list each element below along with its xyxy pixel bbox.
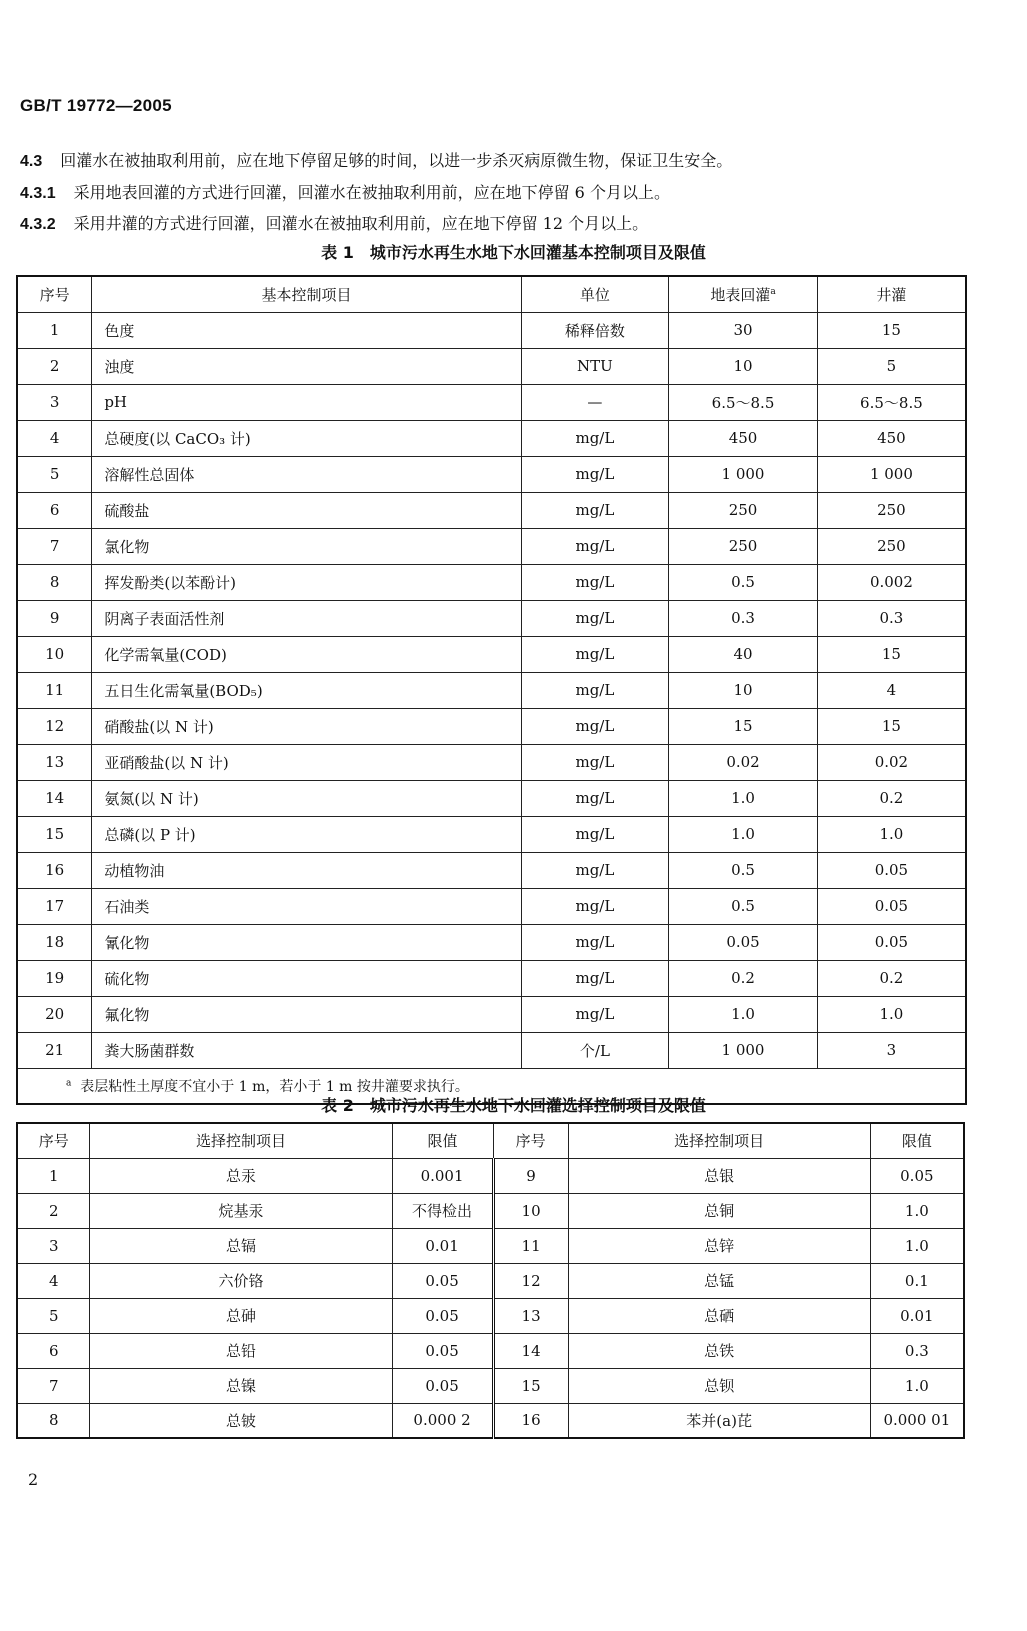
cell-well-limit: 5	[817, 348, 966, 384]
cell-well-limit: 0.2	[817, 960, 966, 996]
cell-no-right: 15	[493, 1368, 568, 1403]
cell-unit: mg/L	[521, 708, 669, 744]
table-row	[17, 600, 966, 636]
col-header-well-recharge: 井灌	[817, 276, 966, 312]
cell-no: 3	[17, 384, 92, 420]
cell-no-left: 4	[17, 1263, 90, 1298]
cell-surface-limit: 1.0	[669, 780, 818, 816]
cell-surface-limit: 0.5	[669, 888, 818, 924]
cell-surface-limit: 1.0	[669, 996, 818, 1032]
cell-item-left: 总汞	[90, 1158, 392, 1193]
cell-item: 氟化物	[92, 996, 521, 1032]
cell-item-left: 总镉	[90, 1228, 392, 1263]
cell-well-limit: 1.0	[817, 816, 966, 852]
cell-surface-limit: 0.02	[669, 744, 818, 780]
cell-no-left: 6	[17, 1333, 90, 1368]
cell-no: 6	[17, 492, 92, 528]
cell-unit: 稀释倍数	[521, 312, 669, 348]
cell-item-left: 总镍	[90, 1368, 392, 1403]
cell-item: 五日生化需氧量(BOD₅)	[92, 672, 521, 708]
cell-limit-left: 0.01	[392, 1228, 493, 1263]
cell-well-limit: 0.3	[817, 600, 966, 636]
cell-no-right: 11	[493, 1228, 568, 1263]
table-row	[17, 744, 966, 780]
cell-no-left: 5	[17, 1298, 90, 1333]
col-header-no: 序号	[17, 276, 92, 312]
cell-item: 浊度	[92, 348, 521, 384]
table-row	[17, 420, 966, 456]
cell-surface-limit: 10	[669, 348, 818, 384]
clause-text: 回灌水在被抽取利用前，应在地下停留足够的时间，以进一步杀灭病原微生物，保证卫生安全。	[60, 151, 733, 170]
table-row	[17, 708, 966, 744]
cell-unit: mg/L	[521, 996, 669, 1032]
cell-limit-right: 0.000 01	[870, 1403, 964, 1438]
cell-limit-right: 0.1	[870, 1263, 964, 1298]
table-row	[17, 672, 966, 708]
cell-well-limit: 1.0	[817, 996, 966, 1032]
cell-item: 硫化物	[92, 960, 521, 996]
cell-item-right: 苯并(a)芘	[568, 1403, 870, 1438]
cell-no: 14	[17, 780, 92, 816]
cell-item: 化学需氧量(COD)	[92, 636, 521, 672]
clause-number: 4.3.2	[20, 216, 56, 233]
cell-surface-limit: 1.0	[669, 816, 818, 852]
cell-no: 20	[17, 996, 92, 1032]
table-row	[17, 348, 966, 384]
cell-no: 2	[17, 348, 92, 384]
cell-well-limit: 15	[817, 636, 966, 672]
cell-limit-right: 1.0	[870, 1193, 964, 1228]
table2-body	[17, 1158, 964, 1438]
table-row	[17, 384, 966, 420]
cell-surface-limit: 250	[669, 528, 818, 564]
cell-no: 5	[17, 456, 92, 492]
table1-caption: 表 1 城市污水再生水地下水回灌基本控制项目及限值	[321, 243, 706, 262]
cell-surface-limit: 0.2	[669, 960, 818, 996]
cell-no: 4	[17, 420, 92, 456]
cell-limit-left: 0.05	[392, 1263, 493, 1298]
clause-text: 采用地表回灌的方式进行回灌，回灌水在被抽取利用前，应在地下停留 6 个月以上。	[73, 183, 670, 202]
cell-no-right: 14	[493, 1333, 568, 1368]
cell-item: 氰化物	[92, 924, 521, 960]
cell-no: 15	[17, 816, 92, 852]
cell-item-right: 总硒	[568, 1298, 870, 1333]
clause-number: 4.3.1	[20, 185, 56, 202]
cell-item-right: 总钡	[568, 1368, 870, 1403]
cell-item-left: 总砷	[90, 1298, 392, 1333]
cell-item-left: 六价铬	[90, 1263, 392, 1298]
cell-item: 氨氮(以 N 计)	[92, 780, 521, 816]
standard-code: GB/T 19772—2005	[20, 96, 172, 115]
col-header-unit: 单位	[521, 276, 669, 312]
table2-optional-control-items	[16, 1122, 965, 1439]
cell-limit-right: 1.0	[870, 1368, 964, 1403]
cell-limit-left: 0.001	[392, 1158, 493, 1193]
cell-limit-right: 0.05	[870, 1158, 964, 1193]
cell-well-limit: 15	[817, 312, 966, 348]
cell-well-limit: 3	[817, 1032, 966, 1068]
cell-no: 7	[17, 528, 92, 564]
cell-surface-limit: 0.5	[669, 852, 818, 888]
cell-limit-left: 0.05	[392, 1368, 493, 1403]
cell-item: 动植物油	[92, 852, 521, 888]
cell-unit: mg/L	[521, 456, 669, 492]
footnote-ref: a	[770, 286, 776, 297]
cell-surface-limit: 0.3	[669, 600, 818, 636]
col-header-item-left: 选择控制项目	[90, 1123, 392, 1158]
cell-no: 13	[17, 744, 92, 780]
col-header-limit-left: 限值	[392, 1123, 493, 1158]
table-row	[17, 996, 966, 1032]
cell-item: 溶解性总固体	[92, 456, 521, 492]
cell-well-limit: 0.05	[817, 888, 966, 924]
cell-item: 挥发酚类(以苯酚计)	[92, 564, 521, 600]
table1-body	[17, 312, 966, 1068]
table1-header-row	[17, 276, 966, 312]
cell-unit: mg/L	[521, 780, 669, 816]
cell-item: 总硬度(以 CaCO₃ 计)	[92, 420, 521, 456]
cell-item: 粪大肠菌群数	[92, 1032, 521, 1068]
cell-surface-limit: 15	[669, 708, 818, 744]
cell-item: 总磷(以 P 计)	[92, 816, 521, 852]
col-header-item-right: 选择控制项目	[568, 1123, 870, 1158]
cell-surface-limit: 450	[669, 420, 818, 456]
table-row	[17, 1158, 964, 1193]
cell-unit: mg/L	[521, 960, 669, 996]
page-number: 2	[28, 1470, 39, 1489]
cell-no-right: 9	[493, 1158, 568, 1193]
table-row	[17, 1403, 964, 1438]
cell-item: 硝酸盐(以 N 计)	[92, 708, 521, 744]
cell-item: 亚硝酸盐(以 N 计)	[92, 744, 521, 780]
cell-unit: mg/L	[521, 672, 669, 708]
cell-no-left: 1	[17, 1158, 90, 1193]
col-header-no-right: 序号	[493, 1123, 568, 1158]
cell-no-left: 7	[17, 1368, 90, 1403]
cell-item-right: 总锰	[568, 1263, 870, 1298]
cell-well-limit: 0.05	[817, 924, 966, 960]
cell-no: 9	[17, 600, 92, 636]
header-text: 地表回灌	[710, 285, 771, 304]
cell-unit: mg/L	[521, 492, 669, 528]
cell-surface-limit: 40	[669, 636, 818, 672]
cell-item-right: 总铁	[568, 1333, 870, 1368]
cell-no: 12	[17, 708, 92, 744]
footnote-mark: a	[66, 1078, 72, 1089]
cell-unit: mg/L	[521, 420, 669, 456]
table-row	[17, 924, 966, 960]
cell-well-limit: 0.002	[817, 564, 966, 600]
cell-no: 19	[17, 960, 92, 996]
table-row	[17, 1333, 964, 1368]
cell-unit: mg/L	[521, 528, 669, 564]
cell-no-right: 13	[493, 1298, 568, 1333]
table2-header-row	[17, 1123, 964, 1158]
cell-surface-limit: 1 000	[669, 456, 818, 492]
table-row	[17, 888, 966, 924]
cell-no: 17	[17, 888, 92, 924]
cell-well-limit: 250	[817, 528, 966, 564]
cell-no-right: 16	[493, 1403, 568, 1438]
cell-item: 氯化物	[92, 528, 521, 564]
table-row	[17, 1263, 964, 1298]
table-row	[17, 564, 966, 600]
table-row	[17, 1298, 964, 1333]
cell-no: 18	[17, 924, 92, 960]
cell-unit: mg/L	[521, 744, 669, 780]
cell-no-right: 10	[493, 1193, 568, 1228]
cell-unit: mg/L	[521, 852, 669, 888]
cell-no: 16	[17, 852, 92, 888]
footnote-text: 表层粘性土厚度不宜小于 1 m，若小于 1 m 按井灌要求执行。	[80, 1078, 469, 1095]
cell-well-limit: 450	[817, 420, 966, 456]
cell-well-limit: 1 000	[817, 456, 966, 492]
cell-surface-limit: 6.5～8.5	[669, 384, 818, 420]
cell-no-right: 12	[493, 1263, 568, 1298]
cell-item-left: 总铅	[90, 1333, 392, 1368]
table-row	[17, 852, 966, 888]
cell-well-limit: 15	[817, 708, 966, 744]
cell-surface-limit: 10	[669, 672, 818, 708]
cell-unit: —	[521, 384, 669, 420]
cell-no: 10	[17, 636, 92, 672]
cell-no-left: 2	[17, 1193, 90, 1228]
cell-item: pH	[92, 384, 521, 420]
cell-unit: 个/L	[521, 1032, 669, 1068]
col-header-surface-recharge	[669, 276, 818, 312]
cell-item: 色度	[92, 312, 521, 348]
table-row	[17, 960, 966, 996]
cell-item: 石油类	[92, 888, 521, 924]
cell-surface-limit: 0.05	[669, 924, 818, 960]
cell-no: 21	[17, 1032, 92, 1068]
cell-item-left: 总铍	[90, 1403, 392, 1438]
cell-limit-right: 0.3	[870, 1333, 964, 1368]
cell-no: 8	[17, 564, 92, 600]
table-row	[17, 780, 966, 816]
clause-4-3-2	[20, 211, 648, 234]
cell-unit: mg/L	[521, 600, 669, 636]
table-row	[17, 1368, 964, 1403]
table2-caption: 表 2 城市污水再生水地下水回灌选择控制项目及限值	[321, 1096, 706, 1115]
cell-well-limit: 0.05	[817, 852, 966, 888]
cell-item: 阴离子表面活性剂	[92, 600, 521, 636]
cell-item-right: 总银	[568, 1158, 870, 1193]
clause-4-3	[20, 148, 732, 171]
cell-item: 硫酸盐	[92, 492, 521, 528]
col-header-no-left: 序号	[17, 1123, 90, 1158]
table-row	[17, 1228, 964, 1263]
col-header-item: 基本控制项目	[92, 276, 521, 312]
table-row	[17, 492, 966, 528]
table-row	[17, 1032, 966, 1068]
cell-surface-limit: 250	[669, 492, 818, 528]
cell-item-right: 总铜	[568, 1193, 870, 1228]
cell-item-right: 总锌	[568, 1228, 870, 1263]
table-row	[17, 456, 966, 492]
cell-surface-limit: 0.5	[669, 564, 818, 600]
cell-well-limit: 4	[817, 672, 966, 708]
cell-well-limit: 6.5～8.5	[817, 384, 966, 420]
cell-no-left: 3	[17, 1228, 90, 1263]
cell-limit-left: 0.000 2	[392, 1403, 493, 1438]
cell-no: 1	[17, 312, 92, 348]
cell-item-left: 烷基汞	[90, 1193, 392, 1228]
cell-no: 11	[17, 672, 92, 708]
cell-limit-left: 不得检出	[392, 1193, 493, 1228]
cell-surface-limit: 1 000	[669, 1032, 818, 1068]
table1-basic-control-items	[16, 275, 967, 1105]
clause-text: 采用井灌的方式进行回灌，回灌水在被抽取利用前，应在地下停留 12 个月以上。	[73, 214, 649, 233]
cell-unit: mg/L	[521, 636, 669, 672]
table-row	[17, 528, 966, 564]
cell-unit: mg/L	[521, 924, 669, 960]
table-row	[17, 636, 966, 672]
cell-unit: NTU	[521, 348, 669, 384]
cell-limit-left: 0.05	[392, 1298, 493, 1333]
table-row	[17, 312, 966, 348]
cell-well-limit: 250	[817, 492, 966, 528]
clause-number: 4.3	[20, 153, 43, 170]
cell-unit: mg/L	[521, 564, 669, 600]
cell-well-limit: 0.2	[817, 780, 966, 816]
cell-limit-right: 1.0	[870, 1228, 964, 1263]
col-header-limit-right: 限值	[870, 1123, 964, 1158]
cell-well-limit: 0.02	[817, 744, 966, 780]
cell-surface-limit: 30	[669, 312, 818, 348]
cell-limit-right: 0.01	[870, 1298, 964, 1333]
cell-unit: mg/L	[521, 888, 669, 924]
cell-limit-left: 0.05	[392, 1333, 493, 1368]
cell-no-left: 8	[17, 1403, 90, 1438]
cell-unit: mg/L	[521, 816, 669, 852]
clause-4-3-1	[20, 180, 670, 203]
table-row	[17, 1193, 964, 1228]
table-row	[17, 816, 966, 852]
